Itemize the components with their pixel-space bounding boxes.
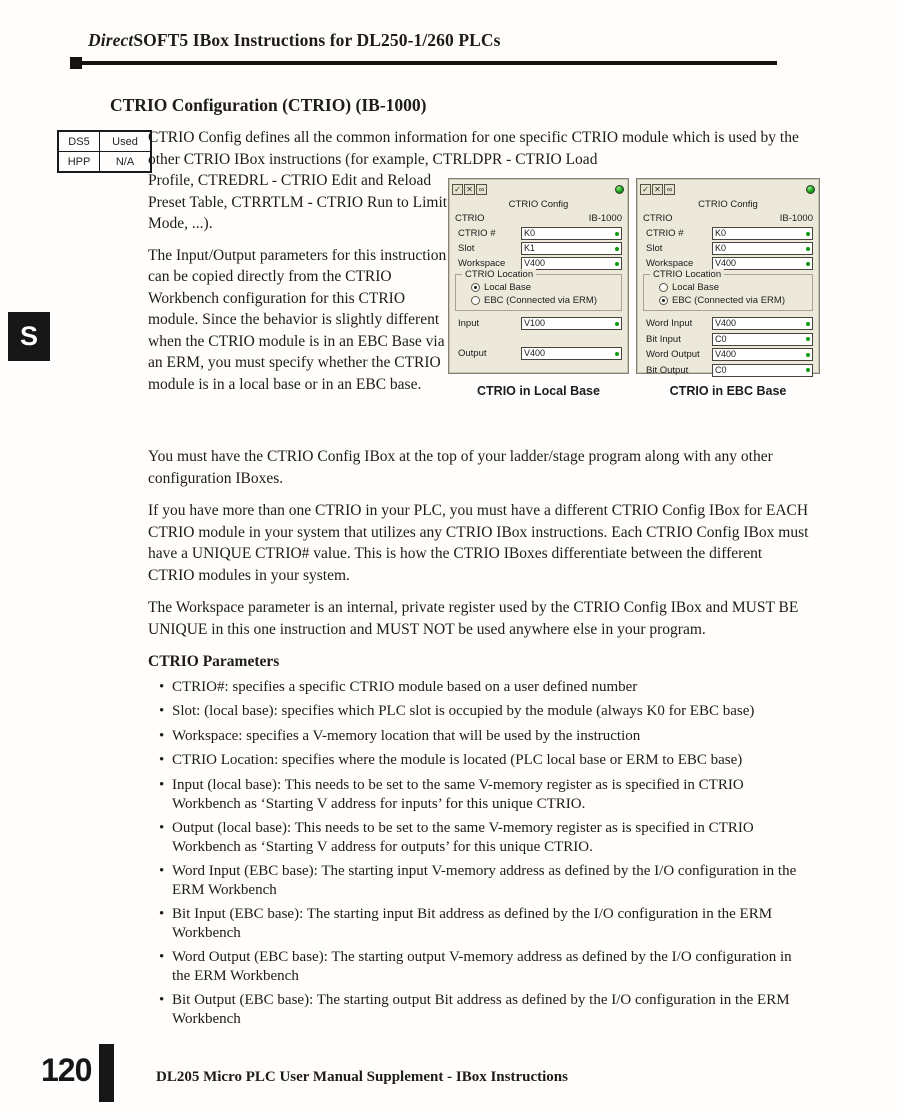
table-row	[58, 131, 151, 152]
side-index-tab: S	[8, 312, 50, 361]
field-row	[449, 346, 628, 361]
field-label: Output	[458, 347, 487, 359]
header-title-rest: SOFT5 IBox Instructions for DL250-1/260 PLCs	[133, 30, 501, 50]
instruction-type: CTRIO	[455, 213, 485, 224]
radio-unselected-icon	[659, 283, 668, 292]
radio-label: Local Base	[484, 281, 532, 293]
valid-indicator-icon	[615, 247, 619, 251]
footer-title: DL205 Micro PLC User Manual Supplement - IBox Instructions	[156, 1069, 568, 1085]
radio-selected-icon	[471, 283, 480, 292]
paragraph-workspace: The Workspace parameter is an internal, private register used by the CTRIO Config IBox and MUST BE UNIQUE in this one instruction and MUST NOT be used anywhere else in your program.	[148, 599, 799, 638]
cancel-icon: ✕	[652, 184, 663, 195]
field-row	[637, 363, 819, 379]
io-parameters-paragraph: The Input/Output parameters for this instruction can be copied directly from the CTRIO Workbench configuration for this CTRIO module. Since the behavior is slightly different when the CTRIO module is in an EBC Base via an ERM, you must specify whether the CTRIO module is in a local base or in an EBC base.	[148, 246, 447, 393]
browse-icon: ∞	[664, 184, 675, 195]
valid-indicator-icon	[615, 322, 619, 326]
ctrio-config-dialog-local	[448, 178, 629, 374]
footer-bar	[99, 1044, 114, 1102]
instruction-code: IB-1000	[779, 213, 813, 224]
field-label: Word Input	[646, 318, 693, 329]
dialog-titlebar	[637, 179, 819, 197]
bit-output-address-input	[712, 364, 813, 377]
figure-ebc-base	[636, 178, 820, 403]
intro-section	[148, 127, 813, 445]
ctrio-config-dialog-ebc	[636, 178, 820, 374]
parameter-bullet: • Input (local base): This needs to be set to the same V-memory register as is specified in CTRIO Workbench as ‘Starting V address for inputs’ for this unique CTRIO.	[148, 776, 798, 815]
parameter-bullet: • Bit Input (EBC base): The starting input Bit address as defined by the I/O configuration in the ERM Workbench	[148, 905, 798, 944]
valid-indicator-icon	[806, 368, 810, 372]
field-row	[449, 316, 628, 331]
field-value: V400	[715, 349, 737, 360]
field-value: C0	[715, 333, 727, 344]
parameter-bullet: • Word Input (EBC base): The starting input V-memory address as defined by the I/O configuration in the ERM Workbench	[148, 862, 798, 901]
field-value: V100	[524, 318, 546, 328]
ctrio-number-input	[712, 227, 813, 240]
valid-indicator-icon	[615, 232, 619, 236]
radio-unselected-icon	[471, 296, 480, 305]
valid-indicator-icon	[806, 262, 810, 266]
field-value: V400	[715, 258, 737, 268]
availability-value: Used	[100, 131, 152, 152]
dialog-titlebar	[449, 179, 628, 197]
field-label: CTRIO #	[646, 227, 684, 239]
field-label: Slot	[646, 242, 663, 254]
field-label: Workspace	[646, 257, 694, 269]
parameter-bullet: • Output (local base): This needs to be set to the same V-memory register as is specified in CTRIO Workbench as ‘Starting V address for outputs’ for this unique CTRIO.	[148, 819, 798, 858]
parameter-bullet: • Bit Output (EBC base): The starting output Bit address as defined by the I/O configuration in the ERM Workbench	[148, 991, 798, 1030]
slot-input	[712, 242, 813, 255]
group-label: CTRIO Location	[650, 269, 724, 280]
parameter-bullet: • CTRIO#: specifies a specific CTRIO module based on a user defined number	[148, 678, 798, 698]
parameter-bullet: • CTRIO Location: specifies where the module is located (PLC local base or ERM to EBC base)	[148, 751, 798, 771]
body-text	[148, 446, 810, 1034]
valid-indicator-icon	[806, 353, 810, 357]
valid-indicator-icon	[806, 247, 810, 251]
workspace-input	[521, 257, 622, 270]
dialog-title: CTRIO Config	[698, 199, 758, 210]
parameter-bullet: • Slot: (local base): specifies which PLC slot is occupied by the module (always K0 for EBC base)	[148, 702, 798, 722]
page-number: 120	[41, 1052, 92, 1088]
brand-name: Direct	[88, 30, 134, 50]
parameter-bullet: • Word Output (EBC base): The starting output V-memory address as defined by the I/O configuration in the ERM Workbench	[148, 948, 798, 987]
field-value: V400	[715, 318, 737, 329]
radio-label: EBC (Connected via ERM)	[672, 294, 785, 306]
intro-paragraph-lead: CTRIO Config defines all the common information for one specific CTRIO module which is used by the other CTRIO IBox instructions (for example, CTRLDPR - CTRIO Load	[148, 129, 799, 168]
intro-paragraph-wrap: Profile, CTREDRL - CTRIO Edit and Reload Preset Table, CTRRTLM - CTRIO Run to Limit Mode, ...).	[148, 172, 448, 232]
field-label: CTRIO #	[458, 227, 496, 239]
workspace-input	[712, 257, 813, 270]
section-title: CTRIO Configuration (CTRIO) (IB-1000)	[110, 95, 427, 115]
radio-label: Local Base	[672, 281, 720, 293]
bit-input-address-input	[712, 333, 813, 346]
ebc-io-rows	[637, 316, 819, 378]
header-rule	[70, 61, 777, 65]
valid-indicator-icon	[806, 232, 810, 236]
availability-table	[57, 130, 152, 173]
word-input-address-input	[712, 317, 813, 330]
availability-value: N/A	[100, 152, 152, 173]
valid-indicator-icon	[615, 262, 619, 266]
valid-indicator-icon	[615, 352, 619, 356]
field-label: Word Output	[646, 349, 700, 360]
accept-icon: ✓	[640, 184, 651, 195]
instruction-code: IB-1000	[588, 213, 622, 224]
instruction-type: CTRIO	[643, 213, 673, 224]
field-value: K0	[715, 243, 727, 253]
paragraph-multiple-ctrio: If you have more than one CTRIO in your PLC, you must have a different CTRIO Config IBox for EACH CTRIO module in your system that utilizes any CTRIO IBox instructions. Each CTRIO Config IBox must have a UNIQUE CTRIO# value. This is how the CTRIO IBoxes differentiate between the different CTRIO modules in your system.	[148, 502, 809, 584]
input-address-input	[521, 317, 622, 330]
field-label: Slot	[458, 242, 475, 254]
field-value: V400	[524, 258, 546, 268]
status-led-icon	[615, 185, 624, 194]
field-value: K1	[524, 243, 536, 253]
dialog-screenshots	[448, 178, 820, 403]
output-address-input	[521, 347, 622, 360]
radio-label: EBC (Connected via ERM)	[484, 294, 597, 306]
parameter-bullet: • Workspace: specifies a V-memory location that will be used by the instruction	[148, 727, 798, 747]
word-output-address-input	[712, 348, 813, 361]
radio-ebc	[456, 294, 621, 307]
valid-indicator-icon	[806, 322, 810, 326]
accept-icon: ✓	[452, 184, 463, 195]
field-value: C0	[715, 364, 727, 375]
field-label: Bit Output	[646, 364, 689, 376]
figure-caption: CTRIO in Local Base	[477, 384, 600, 398]
field-value: K0	[715, 228, 727, 238]
valid-indicator-icon	[806, 337, 810, 341]
table-row	[58, 152, 151, 173]
field-label: Bit Input	[646, 333, 681, 345]
page-header-title	[88, 30, 501, 51]
ctrio-location-group	[643, 269, 813, 311]
field-label: Input	[458, 317, 480, 329]
field-label: Workspace	[458, 257, 506, 269]
status-led-icon	[806, 185, 815, 194]
figure-local-base	[448, 178, 629, 403]
field-value: V400	[524, 348, 546, 358]
browse-icon: ∞	[476, 184, 487, 195]
dialog-title: CTRIO Config	[508, 199, 569, 210]
paragraph-top-of-program: You must have the CTRIO Config IBox at the top of your ladder/stage program along with any other configuration IBoxes.	[148, 448, 773, 487]
field-value: K0	[524, 228, 536, 238]
availability-key: DS5	[58, 131, 100, 152]
ctrio-location-group	[455, 269, 622, 311]
radio-selected-icon	[659, 296, 668, 305]
parameters-heading: CTRIO Parameters	[148, 653, 280, 670]
cancel-icon: ✕	[464, 184, 475, 195]
radio-ebc	[644, 294, 812, 307]
ctrio-number-input	[521, 227, 622, 240]
figure-caption: CTRIO in EBC Base	[669, 384, 787, 398]
group-label: CTRIO Location	[462, 269, 536, 280]
slot-input	[521, 242, 622, 255]
availability-key: HPP	[58, 152, 100, 173]
